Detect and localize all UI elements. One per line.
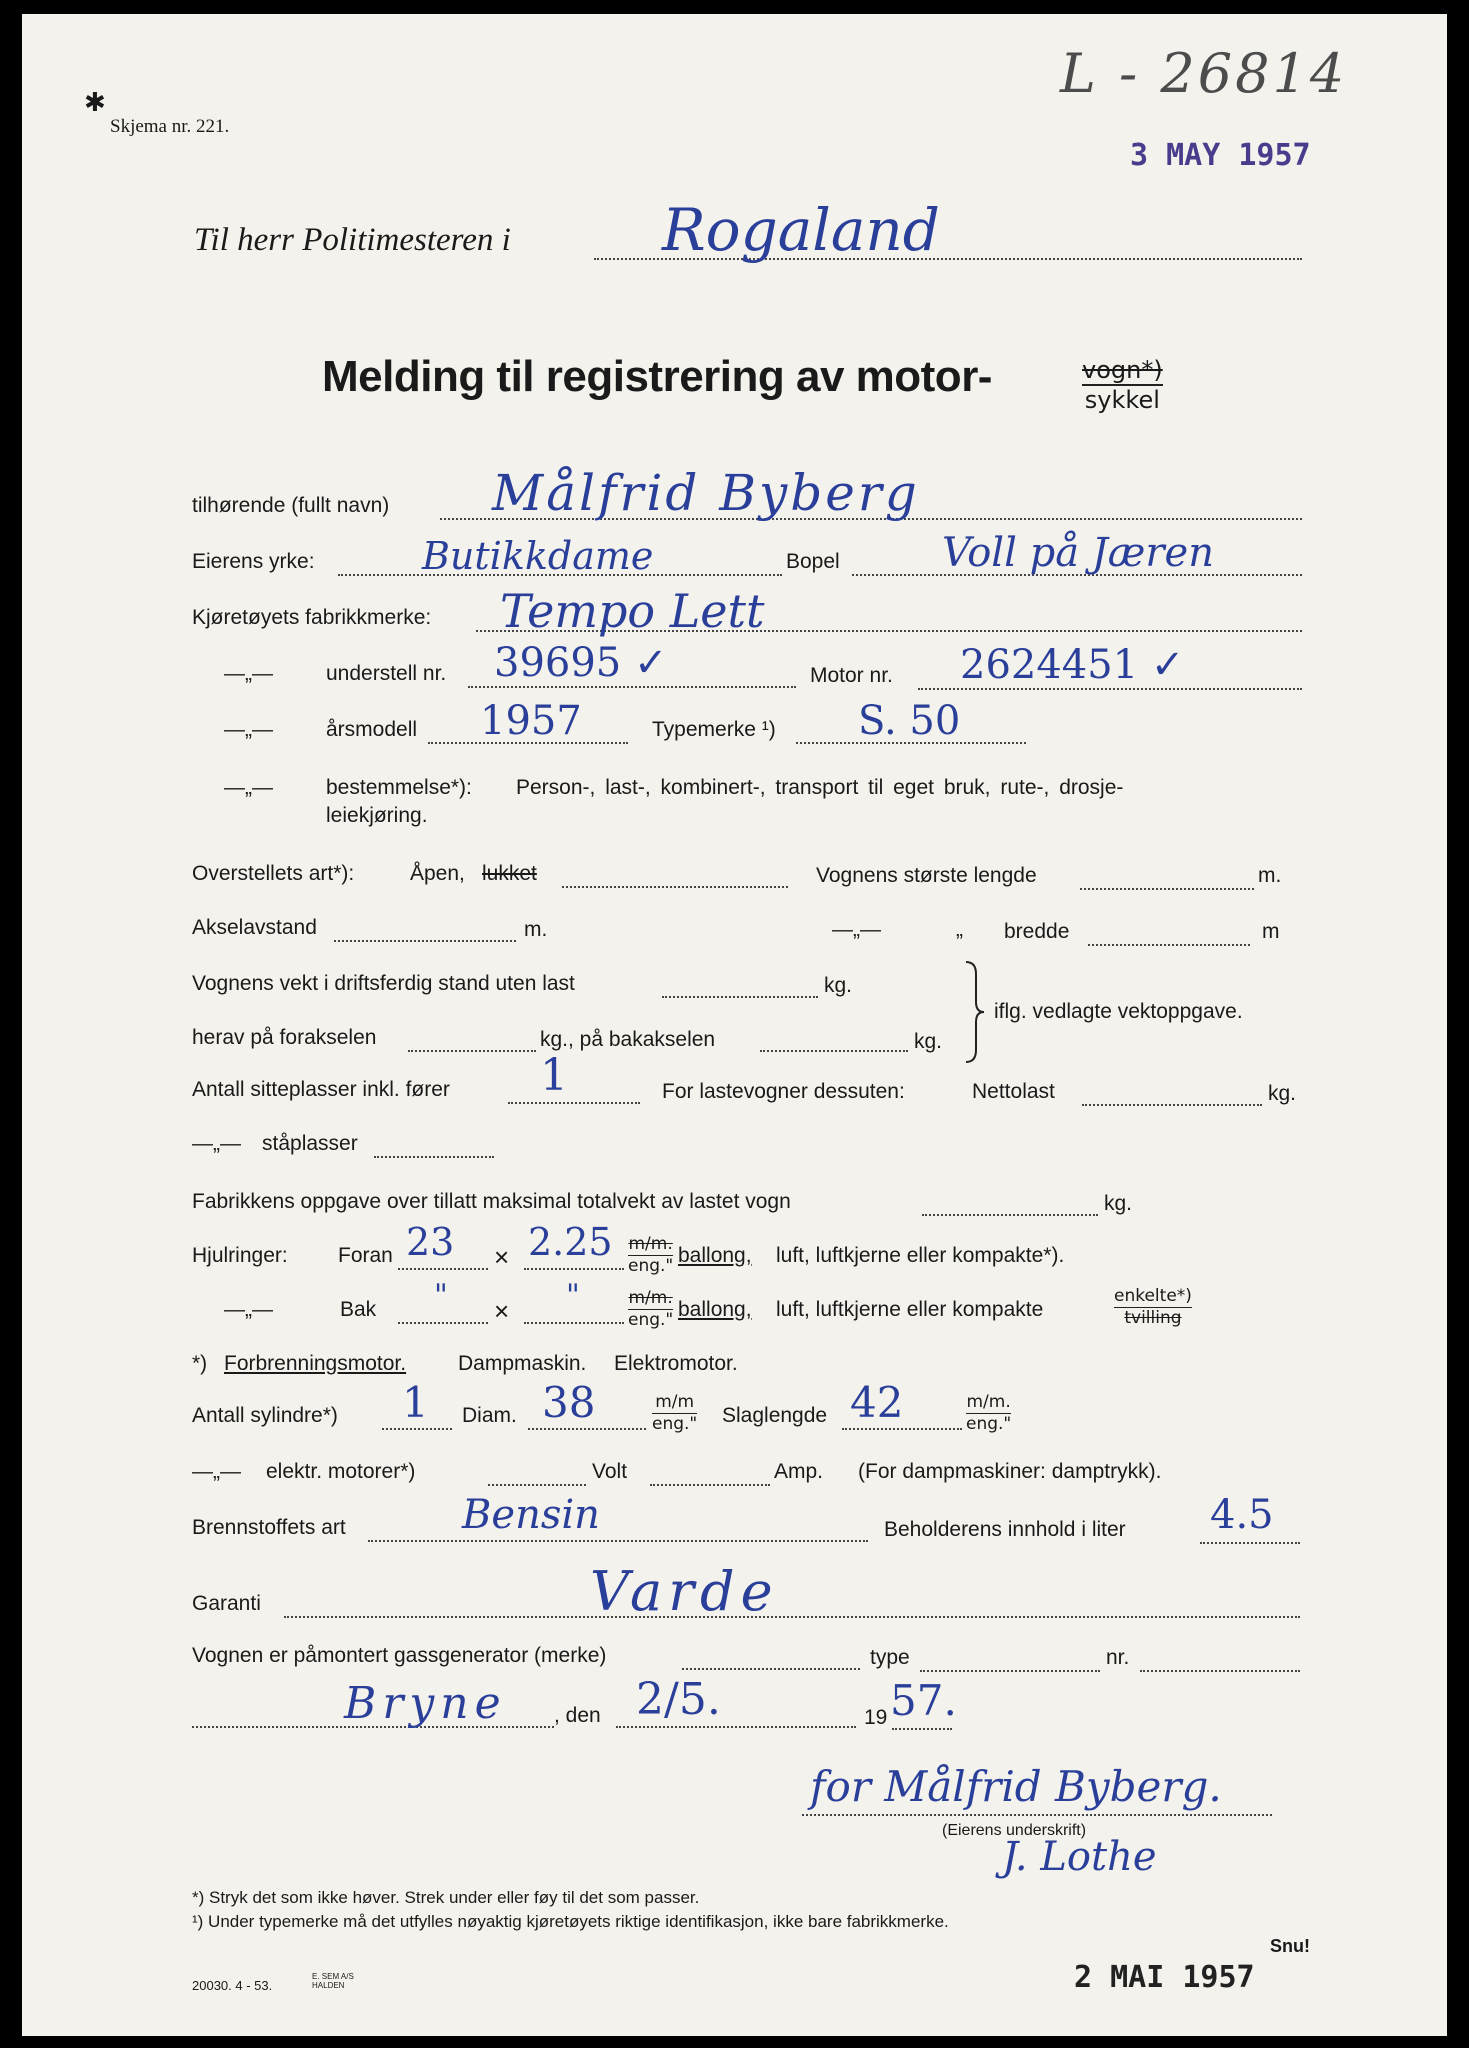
width-unit: m — [1262, 920, 1280, 943]
rear-axle-label: kg., på bakakselen — [540, 1028, 716, 1051]
purpose-label: bestemmelse*): — [326, 776, 472, 799]
wheelbase-line — [334, 940, 516, 942]
fuel-value: Bensin — [462, 1492, 600, 1538]
residence-label: Bopel — [786, 550, 840, 573]
width-label: bredde — [1004, 920, 1070, 943]
standing-label: ståplasser — [262, 1132, 358, 1155]
signature-line — [802, 1814, 1272, 1816]
occupation-label: Eierens yrke: — [192, 550, 315, 573]
type-label: Typemerke ¹) — [652, 718, 776, 741]
front-tire-types: luft, luftkjerne eller kompakte*). — [776, 1244, 1065, 1267]
year-label: årsmodell — [326, 718, 418, 741]
length-line — [1080, 888, 1254, 890]
guarantee-label: Garanti — [192, 1592, 261, 1615]
tank-label: Beholderens innhold i liter — [884, 1518, 1126, 1541]
ditto-mark: —„— — [192, 1460, 241, 1483]
owner-name-label: tilhørende (fullt navn) — [192, 494, 390, 517]
ditto-mark: —„— — [224, 1298, 273, 1321]
cylinders-line — [382, 1428, 452, 1430]
cargo-label: For lastevogner dessuten: — [662, 1080, 905, 1103]
motor-value: 2624451 ✓ — [960, 642, 1185, 688]
date-line — [616, 1726, 856, 1728]
weight-brace — [962, 960, 986, 1064]
max-weight-line — [922, 1214, 1098, 1216]
addressee-label: Til herr Politimesteren i — [194, 222, 511, 258]
gasgen-nr-line — [1140, 1670, 1300, 1672]
rear-axle-line — [760, 1050, 908, 1052]
engine-electric: Elektromotor. — [614, 1352, 738, 1375]
chassis-value: 39695 ✓ — [494, 640, 668, 686]
rear-axle-unit: kg. — [914, 1030, 943, 1053]
ditto-mark: —„— — [224, 662, 273, 685]
front-wheel-line-2 — [524, 1268, 624, 1270]
bullet-mark: ✱ — [84, 88, 106, 118]
guarantee-line — [284, 1616, 1300, 1618]
wheelbase-label: Akselavstand — [192, 916, 317, 939]
signature-owner: for Målfrid Byberg. — [810, 1762, 1222, 1811]
diameter-line — [528, 1428, 646, 1430]
rear-wheels-label: Bak — [340, 1298, 377, 1321]
stroke-value: 42 — [850, 1378, 904, 1427]
rear-single-twin: enkelte*) tvilling — [1114, 1286, 1192, 1328]
gasgen-type-line — [920, 1670, 1100, 1672]
weight-note: iflg. vedlagte vektoppgave. — [994, 1000, 1243, 1023]
length-label: Vognens største lengde — [816, 864, 1037, 887]
rear-balloon: ballong, — [678, 1298, 752, 1321]
form-title: Melding til registrering av motor- — [322, 352, 992, 401]
seats-value: 1 — [540, 1050, 568, 1101]
den-label: , den — [554, 1704, 601, 1727]
body-label: Overstellets art*): — [192, 862, 355, 885]
max-weight-label: Fabrikkens oppgave over tillatt maksimal totalvekt av lastet vogn — [192, 1190, 791, 1213]
type-value: S. 50 — [858, 698, 961, 744]
ditto-mark: —„— — [224, 718, 273, 741]
diameter-unit: m/m eng." — [652, 1392, 698, 1434]
weight-label: Vognens vekt i driftsferdig stand uten last — [192, 972, 575, 995]
front-axle-label: herav på forakselen — [192, 1026, 377, 1049]
gasgen-nr-label: nr. — [1106, 1646, 1130, 1669]
front-wheel-unit: m/m. eng." — [628, 1234, 674, 1276]
ditto-mark: —„— — [192, 1132, 241, 1155]
chassis-label: understell nr. — [326, 662, 447, 685]
rear-wheel-unit: m/m. eng." — [628, 1288, 674, 1330]
rear-wheel-value-1: " — [434, 1278, 448, 1313]
rear-wheel-value-2: " — [566, 1278, 580, 1313]
electric-motors-line — [488, 1484, 586, 1486]
footnote-star: *) Stryk det som ikke høver. Strek under eller føy til det som passer. — [192, 1888, 700, 1907]
tank-line — [1200, 1542, 1300, 1544]
rear-times: × — [494, 1296, 510, 1326]
option-vogn: vogn*) — [1082, 356, 1163, 384]
seats-line — [508, 1102, 640, 1104]
front-wheel-line-1 — [398, 1268, 488, 1270]
fuel-line — [368, 1540, 868, 1542]
netload-label: Nettolast — [972, 1080, 1055, 1103]
gasgen-label: Vognen er påmontert gassgenerator (merke) — [192, 1644, 607, 1667]
date-value: 2/5. — [636, 1674, 721, 1725]
printer-mark: E. SEM A/S HALDEN — [312, 1972, 354, 1990]
body-open: Åpen, — [410, 862, 465, 885]
gasgen-line — [682, 1668, 860, 1670]
turn-over-note: Snu! — [1270, 1936, 1310, 1956]
file-reference: L - 26814 — [1060, 42, 1348, 105]
volt-line — [650, 1484, 770, 1486]
option-sykkel: sykkel — [1082, 384, 1163, 414]
signature-caption: (Eierens underskrift) — [942, 1822, 1087, 1839]
netload-unit: kg. — [1268, 1082, 1297, 1105]
wheelbase-unit: m. — [524, 918, 548, 941]
front-balloon: ballong, — [678, 1244, 752, 1267]
footnote-one: ¹) Under typemerke må det utfylles nøyaktig kjøretøyets riktige identifikasjon, ikke bare fabrikkmerke. — [192, 1912, 949, 1931]
diameter-value: 38 — [542, 1378, 596, 1427]
length-unit: m. — [1258, 864, 1282, 887]
year-value: 1957 — [480, 698, 582, 744]
gasgen-type-label: type — [870, 1646, 910, 1669]
front-wheels-label: Foran — [338, 1244, 393, 1267]
purpose-options: Person-, last-, kombinert-, transport til eget bruk, rute-, drosje- — [516, 776, 1124, 799]
addressee-value: Rogaland — [662, 196, 940, 264]
tank-value: 4.5 — [1210, 1492, 1274, 1538]
engine-combustion: Forbrenningsmotor. — [224, 1352, 407, 1375]
diameter-label: Diam. — [462, 1404, 517, 1427]
electric-motors-label: elektr. motorer*) — [266, 1460, 416, 1483]
fuel-label: Brennstoffets art — [192, 1516, 346, 1539]
front-axle-line — [408, 1050, 536, 1052]
cylinders-label: Antall sylindre*) — [192, 1404, 338, 1427]
wheels-label: Hjulringer: — [192, 1244, 288, 1267]
ditto-quote: „ — [956, 918, 963, 941]
make-label: Kjøretøyets fabrikkmerke: — [192, 606, 432, 629]
residence-value: Voll på Jæren — [942, 530, 1214, 576]
weight-line — [662, 996, 818, 998]
body-closed: lukket — [482, 862, 537, 885]
engine-kind-prefix: *) — [192, 1352, 208, 1375]
body-line — [562, 886, 788, 888]
print-code: 20030. 4 - 53. — [192, 1978, 273, 1993]
front-wheel-value-2: 2.25 — [528, 1220, 613, 1264]
place-value: Bryne — [344, 1678, 507, 1729]
form-number: Skjema nr. 221. — [110, 116, 230, 137]
amp-label: Amp. — [774, 1460, 824, 1483]
make-value: Tempo Lett — [500, 584, 765, 638]
standing-line — [374, 1156, 494, 1158]
front-wheel-value-1: 23 — [406, 1220, 455, 1264]
motor-label: Motor nr. — [810, 664, 893, 687]
vehicle-kind-options — [1082, 356, 1163, 414]
rear-tire-types: luft, luftkjerne eller kompakte — [776, 1298, 1044, 1321]
rear-wheel-line-1 — [398, 1322, 488, 1324]
cylinders-value: 1 — [402, 1378, 429, 1427]
occupation-value: Butikkdame — [422, 534, 654, 578]
guarantee-value: Varde — [590, 1560, 779, 1623]
ditto-mark: —„— — [832, 918, 881, 941]
signature-signer: J. Lothe — [1002, 1834, 1157, 1880]
engine-steam: Dampmaskin. — [458, 1352, 587, 1375]
stroke-line — [842, 1428, 962, 1430]
seats-label: Antall sitteplasser inkl. fører — [192, 1078, 450, 1101]
purpose-options-cont: leiekjøring. — [326, 804, 428, 827]
volt-label: Volt — [592, 1460, 628, 1483]
date-stamp: 2 MAI 1957 — [1074, 1960, 1255, 1995]
front-times: × — [494, 1242, 510, 1272]
steam-note: (For dampmaskiner: damptrykk). — [858, 1460, 1162, 1483]
ditto-mark: —„— — [224, 776, 273, 799]
year-suffix: 57. — [890, 1676, 957, 1725]
received-stamp: 3 MAY 1957 — [1130, 138, 1311, 173]
weight-unit: kg. — [824, 974, 853, 997]
width-line — [1088, 944, 1250, 946]
rear-wheel-line-2 — [524, 1322, 624, 1324]
owner-name-value: Målfrid Byberg — [492, 464, 920, 522]
stroke-label: Slaglengde — [722, 1404, 828, 1427]
netload-line — [1082, 1104, 1262, 1106]
stroke-unit: m/m. eng." — [966, 1392, 1012, 1434]
motor-line — [918, 688, 1302, 690]
chassis-line — [468, 686, 796, 688]
max-weight-unit: kg. — [1104, 1192, 1133, 1215]
year-line — [892, 1728, 952, 1730]
year-prefix: 19 — [864, 1706, 888, 1729]
form-sheet — [22, 14, 1447, 2036]
